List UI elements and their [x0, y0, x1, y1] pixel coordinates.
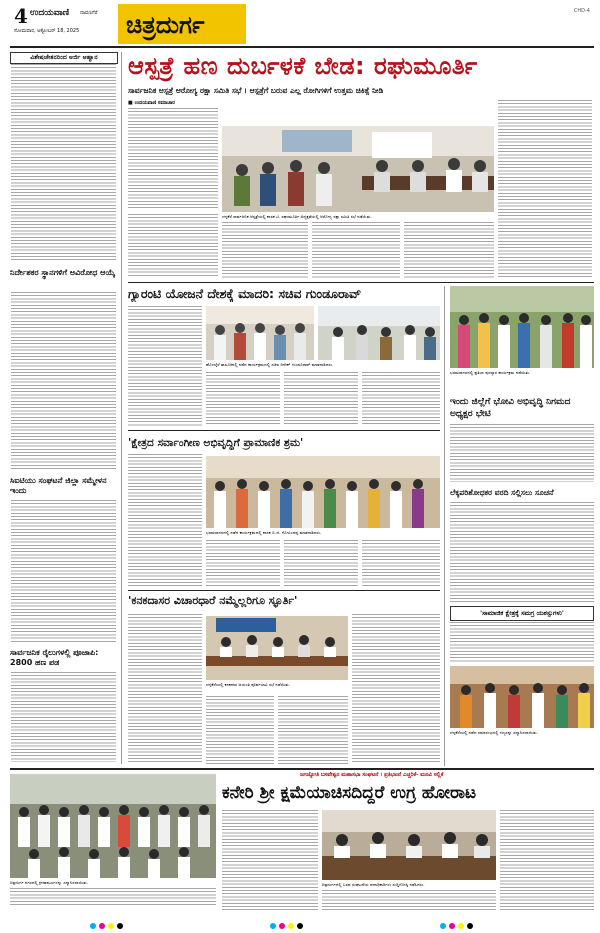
guarantee-photo	[206, 306, 314, 360]
kanakadasa-photo	[206, 616, 348, 680]
kshetra-headline: 'ಕ್ಷೇತ್ರದ ಸರ್ವಾಂಗೀಣ ಅಭಿವೃದ್ಧಿಗೆ ಪ್ರಾಮಾಣಿಕ ಶ್ರಮ'	[128, 437, 304, 449]
section-title-box	[118, 4, 246, 44]
kaneri-col1	[222, 810, 318, 910]
lead-col1b	[128, 214, 218, 278]
section-title: ಚಿತ್ರದುರ್ಗ	[126, 10, 205, 39]
registration-marks-mid	[270, 914, 306, 933]
kaneri-col3	[500, 810, 594, 910]
bottom-left-caption: ಚಿತ್ರದುರ್ಗ ನಗರದಲ್ಲಿ ಕ್ರೀಡಾಪಟುಗಳನ್ನು ಸನ್ಮಾನಿಸಲಾಯಿತು.	[10, 880, 89, 885]
lead-col1	[128, 108, 218, 208]
kshetra-col2	[206, 540, 280, 586]
story3-title: ಸಿಐಟಿಯು ಸಂಘಟನೆ ಜಿಲ್ಲಾ ಸಮ್ಮೇಳನ ಇಂದು	[10, 476, 107, 495]
kanakadasa-photo-image	[206, 616, 348, 680]
guarantee-col3	[284, 372, 358, 426]
samajika-photo	[450, 666, 594, 728]
masthead-rule	[10, 46, 594, 48]
lead-rule	[128, 282, 594, 283]
samajika-photo-image	[450, 666, 594, 728]
guarantee-headline: ಗ್ಯಾರಂಟಿ ಯೋಜನೆ ದೇಶಕ್ಕೆ ಮಾದರಿ: ಸಚಿವ ಗುಂಡೂರಾವ್	[128, 286, 362, 301]
story3-body	[11, 500, 116, 642]
bottom-left-caption-extra	[10, 888, 216, 906]
kaneri-photo	[322, 810, 496, 880]
mid-right-divider	[444, 286, 445, 766]
kaneri-caption: ಚಿತ್ರದುರ್ಗದಲ್ಲಿ ಬಸವ ಸಂಘಟನೆಯ ಪದಾಧಿಕಾರಿಗಳು ಸುದ್ದಿಗೋಷ್ಠಿ ನಡೆಸಿದರು.	[322, 882, 425, 887]
guarantee-col2	[206, 372, 280, 426]
kanakadasa-headline: 'ಕನಕದಾಸರ ವಿಚಾರಧಾರೆ ನಮ್ಮೆಲ್ಲರಿಗೂ ಸ್ಫೂರ್ತಿ'	[128, 594, 298, 607]
story4-body	[11, 672, 116, 762]
edition: ದಾವಣಗೆರೆ	[80, 10, 98, 16]
lead-col3	[312, 222, 400, 278]
bhovi-photo-image	[450, 286, 594, 368]
meeting-photo-image	[222, 126, 494, 212]
kaneri-headline: ಕನೇರಿ ಶ್ರೀ ಕ್ಷಮೆಯಾಚಿಸದಿದ್ದರೆ ಉಗ್ರ ಹೋರಾಟ	[222, 783, 477, 803]
samajika-body	[450, 622, 594, 662]
press-meet-photo-image	[322, 810, 496, 880]
kshetra-rule	[128, 590, 440, 591]
guarantee-photo2-image	[318, 306, 440, 360]
bhovi-photo	[450, 286, 594, 368]
notice-title: ವಿಶೇಷಚೇತನರಿಂದ ಅರ್ಜಿ ಆಹ್ವಾನ	[10, 52, 118, 64]
cricket-headline: ಲೆಕ್ಕಪರಿಶೋಧಕರ ವರದಿ ಸಲ್ಲಿಸಲು ಸೂಚನೆ	[450, 488, 554, 497]
left-column	[10, 52, 118, 642]
bhovi-headline: ಇಂದು ಜಿಲ್ಲೆಗೆ ಭೋವಿ ಅಭಿವೃದ್ಧಿ ನಿಗಮದ ಅಧ್ಯಕ್ಷರ ಭೇಟಿ	[450, 397, 571, 419]
guarantee-rule	[128, 430, 440, 431]
lead-col4	[404, 222, 494, 278]
kanakadasa-col3	[206, 696, 274, 764]
kshetra-col4	[362, 540, 440, 586]
kaneri-kicker: ಜಗಜ್ಯೋತಿ ಬಸವೇಶ್ವರ ಮಹಾಸಭಾ ಸಂಘಟನೆ । ಪ್ರತಿಭಟನೆ ಎಚ್ಚರಿಕೆ- ಮನವಿ ಸಲ್ಲಿಕೆ	[300, 772, 444, 778]
masthead	[10, 4, 594, 46]
story4-title: ಸಾರ್ವಜನಿಕ ರೈಲುಗಳಲ್ಲಿ ಪೂಜಾಪಿ: 2800 ಹಣ ಪಡ	[10, 648, 99, 667]
kshetra-caption: ಭರಮಸಾಗರದಲ್ಲಿ ನಡೆದ ಕಾರ್ಯಕ್ರಮದಲ್ಲಿ ಶಾಸಕ ಬಿ.ಜಿ. ಗೋವಿಂದಪ್ಪ ಮಾತನಾಡಿದರು.	[206, 530, 322, 535]
bhovi-body	[450, 424, 594, 482]
page-number: 4	[14, 4, 28, 28]
guarantee-caption: ಹೊಳಲ್ಕೆರೆ ತಾಲೂಕಿನಲ್ಲಿ ನಡೆದ ಕಾರ್ಯಕ್ರಮದಲ್ಲಿ ಸಚಿವ ದಿನೇಶ್ ಗುಂಡೂರಾವ್ ಮಾತನಾಡಿದರು.	[206, 362, 334, 367]
guarantee-photo2	[318, 306, 440, 360]
registration-marks-left	[90, 914, 126, 933]
bottom-left-photo	[10, 774, 216, 878]
lead-photo	[222, 126, 494, 212]
cricket-body	[450, 502, 594, 602]
page-code: CHD-4	[573, 8, 590, 14]
lead-photo-caption: ಚಳ್ಳಕೆರೆ ಸಾರ್ವಜನಿಕ ಆಸ್ಪತ್ರೆಯಲ್ಲಿ ಶಾಸಕ ಟಿ. ರಘುಮೂರ್ತಿ ಅಧ್ಯಕ್ಷತೆಯಲ್ಲಿ ಆರೋಗ್ಯ ರಕ್ಷಾ ಸಮಿತಿ ಸಭೆ ನಡೆಯಿತು.	[222, 214, 372, 219]
story2-body	[11, 292, 116, 470]
date-line: ಸೋಮವಾರ, ಅಕ್ಟೋಬರ್ 18, 2025	[14, 28, 80, 34]
lead-col2	[222, 222, 308, 278]
kshetra-col3	[284, 540, 358, 586]
samajika-headline: 'ಸಾಮಾಜಿಕ ಕ್ಷೇತ್ರಕ್ಕೆ ಸಮಗ್ರ ಯಶಸ್ಸುಗಳು'	[450, 606, 594, 621]
kshetra-photo-image	[206, 456, 440, 528]
sports-team-photo-image	[10, 774, 216, 878]
registration-marks-right	[440, 914, 476, 933]
lead-byline: ■ ಉದಯವಾಣಿ ಸಮಾಚಾರ	[128, 100, 175, 106]
guarantee-col4	[362, 372, 440, 426]
samajika-caption: ಚಳ್ಳಕೆರೆಯಲ್ಲಿ ನಡೆದ ಸಮಾರಂಭದಲ್ಲಿ ಗಣ್ಯರನ್ನು ಸನ್ಮಾನಿಸಲಾಯಿತು.	[450, 730, 539, 735]
kanakadasa-col4	[278, 696, 348, 764]
kanakadasa-col2	[352, 614, 440, 764]
left-col-divider	[121, 52, 122, 764]
notice-body	[11, 64, 116, 262]
kaneri-col2	[322, 890, 496, 910]
left-bottom-story	[10, 648, 118, 764]
lead-headline: ಆಸ್ಪತ್ರೆ ಹಣ ದುರ್ಬಳಕೆ ಬೇಡ: ರಘುಮೂರ್ತಿ	[128, 52, 478, 80]
story2-title: ನಿರ್ದೇಶಕರ ಸ್ಥಾನಗಳಿಗೆ ಅವಿರೋಧ ಆಯ್ಕೆ	[10, 268, 116, 277]
guarantee-col1	[128, 306, 202, 426]
kshetra-photo	[206, 456, 440, 528]
paper-name: ಉದಯವಾಣಿ	[30, 8, 70, 18]
bhovi-caption: ಭರಮಸಾಗರದಲ್ಲಿ ಪ್ರತಿಭಾ ಪುರಸ್ಕಾರ ಕಾರ್ಯಕ್ರಮ ನಡೆಯಿತು.	[450, 370, 531, 375]
lead-col5	[498, 100, 592, 278]
kanakadasa-caption: ಚಳ್ಳಕೆರೆಯಲ್ಲಿ ಕನಕದಾಸ ಜಯಂತಿ ಪೂರ್ವಭಾವಿ ಸಭೆ ನಡೆಯಿತು.	[206, 682, 291, 687]
guarantee-photo-image	[206, 306, 314, 360]
kshetra-col1	[128, 454, 202, 586]
bottom-rule	[10, 768, 594, 770]
lead-subhead: ಸಾರ್ವಜನಿಕ ಆಸ್ಪತ್ರೆ ಆರೋಗ್ಯ ರಕ್ಷಾ ಸಮಿತಿ ಸಭೆ । ಆಸ್ಪತ್ರೆಗೆ ಬರುವ ಎಲ್ಲ ರೋಗಿಗಳಿಗೆ ಉತ್ತಮ ಚಿಕಿತ್ಸೆ ನೀಡಿ	[128, 86, 384, 95]
kanakadasa-col1	[128, 614, 202, 764]
